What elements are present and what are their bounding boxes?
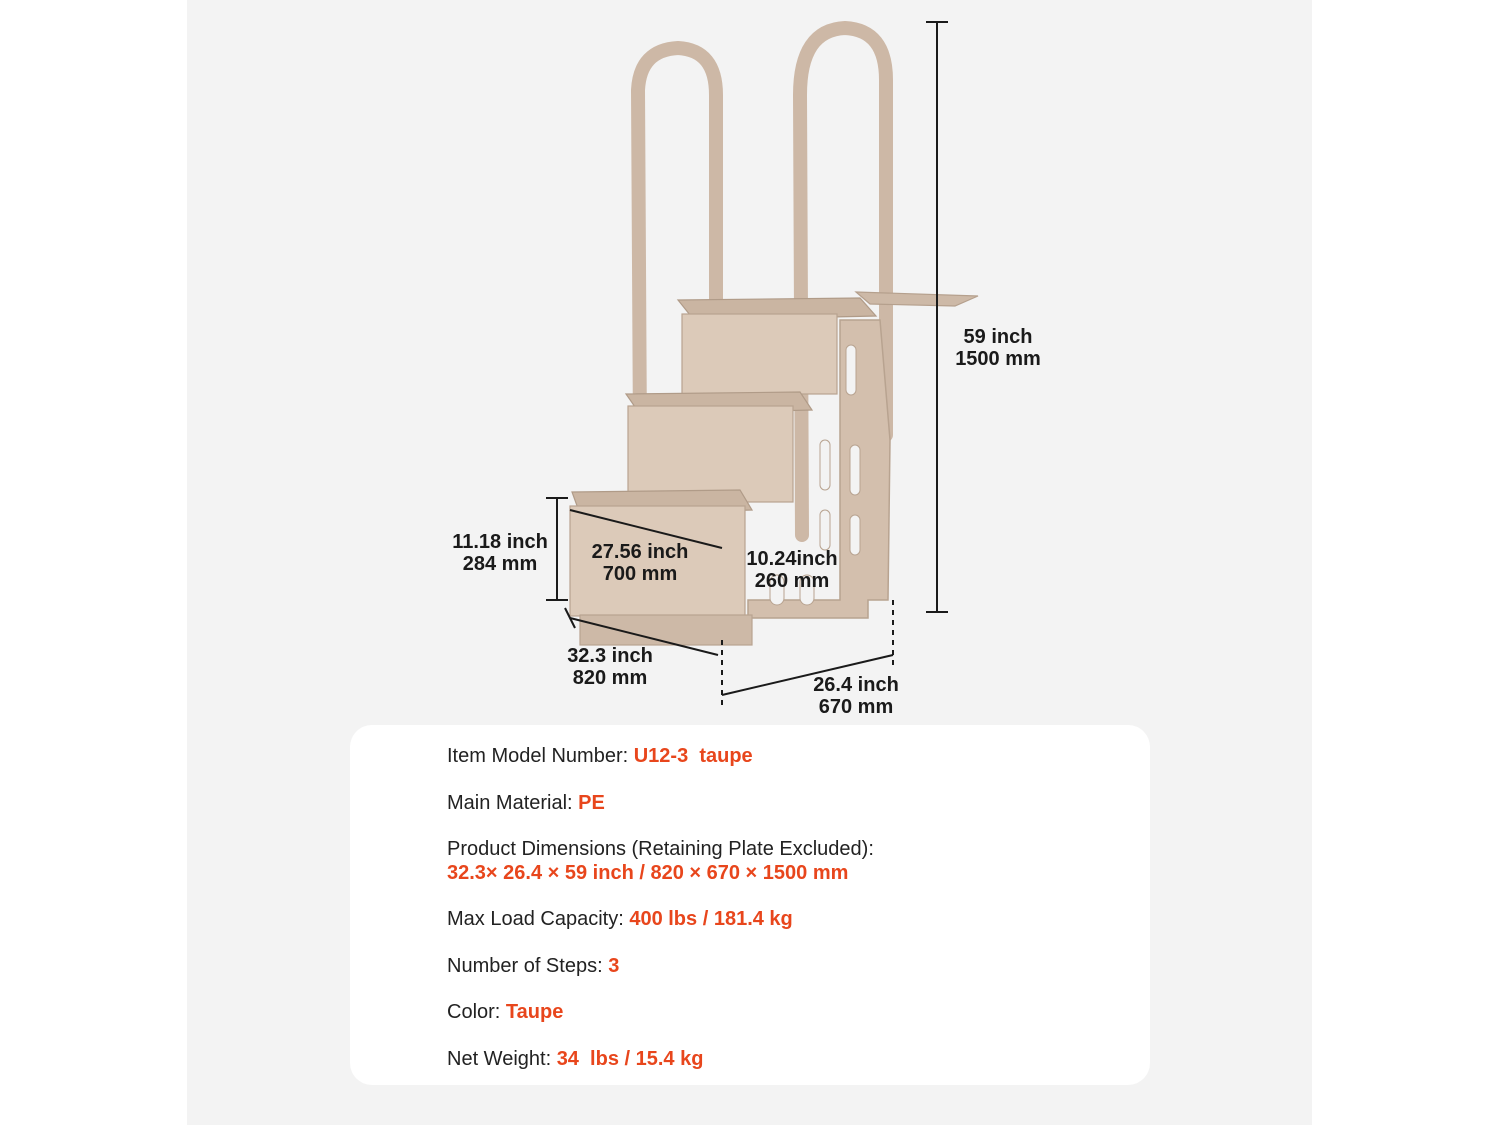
overall-width-inch: 26.4 inch xyxy=(813,674,899,696)
step-width-inch: 27.56 inch xyxy=(591,541,689,563)
spec-weight-label: Net Weight: xyxy=(447,1048,557,1070)
step-height-inch: 11.18 inch xyxy=(452,531,548,553)
step-depth-inch: 10.24inch xyxy=(746,548,838,570)
step-depth-dimension-label xyxy=(742,548,842,592)
step-width-dimension-label xyxy=(586,541,694,585)
spec-material xyxy=(447,791,605,815)
overall-width-dimension-label xyxy=(806,674,906,718)
spec-steps-value: 3 xyxy=(608,955,620,977)
spec-model xyxy=(447,744,753,768)
retaining-plate xyxy=(856,292,978,306)
spec-color xyxy=(447,1000,563,1024)
overall-width-mm: 670 mm xyxy=(818,696,894,718)
step-height-dimension-label xyxy=(448,531,552,575)
spec-load-value: 400 lbs / 181.4 kg xyxy=(629,908,793,930)
spec-weight-value: 34 lbs / 15.4 kg xyxy=(556,1048,704,1070)
spec-weight xyxy=(447,1047,703,1071)
height-mm: 1500 mm xyxy=(955,348,1041,370)
spec-steps-label: Number of Steps: xyxy=(447,955,609,977)
overall-length-inch: 32.3 inch xyxy=(567,645,653,667)
spec-model-value: U12-3 taupe xyxy=(633,745,753,767)
spec-steps xyxy=(447,954,619,978)
step-width-mm: 700 mm xyxy=(602,563,678,585)
spec-material-label: Main Material: xyxy=(447,792,579,814)
spec-color-label: Color: xyxy=(447,1001,506,1023)
spec-color-value: Taupe xyxy=(505,1001,564,1023)
spec-model-label: Item Model Number: xyxy=(447,745,634,767)
spec-dimensions-value: 32.3× 26.4 × 59 inch / 820 × 670 × 1500 mm xyxy=(447,862,849,884)
overall-length-mm: 820 mm xyxy=(572,667,648,689)
middle-step xyxy=(626,392,812,502)
spec-material-value: PE xyxy=(578,792,605,814)
spec-dimensions xyxy=(447,837,874,885)
height-inch: 59 inch xyxy=(963,326,1033,348)
overall-length-dimension-label xyxy=(560,645,660,689)
step-depth-mm: 260 mm xyxy=(754,570,830,592)
height-dimension-label xyxy=(950,326,1046,370)
spec-load-label: Max Load Capacity: xyxy=(447,908,630,930)
spec-load xyxy=(447,907,793,931)
spec-dimensions-label: Product Dimensions (Retaining Plate Excluded): xyxy=(447,838,874,860)
step-height-mm: 284 mm xyxy=(462,553,538,575)
specifications-card xyxy=(350,725,1150,1085)
